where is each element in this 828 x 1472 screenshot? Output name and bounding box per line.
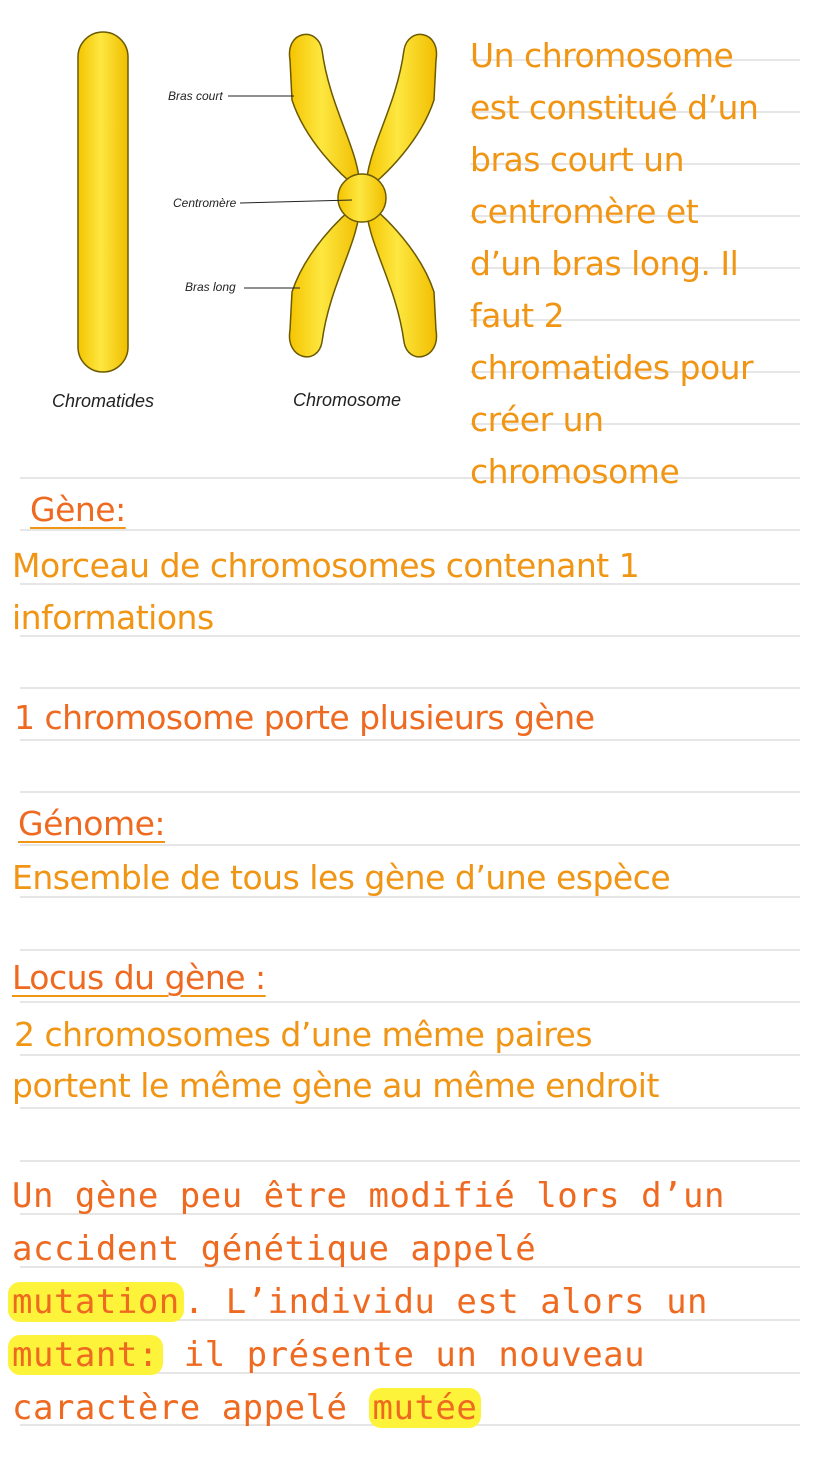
mutation-line5	[12, 1388, 481, 1428]
intro-line: créer un	[470, 400, 604, 439]
chromosome-x-shape	[289, 34, 436, 356]
mutation-line5-start: caractère appelé	[12, 1388, 369, 1428]
mutation-line3-rest: . L’individu est alors un	[183, 1282, 709, 1322]
intro-line: faut 2	[470, 296, 565, 335]
chromatide-shape	[78, 32, 128, 372]
chromosome-diagram	[0, 0, 460, 430]
gene-definition-line2: informations	[12, 598, 214, 637]
intro-line: Un chromosome	[470, 36, 734, 75]
highlight-mutant: mutant:	[8, 1335, 163, 1375]
locus-definition-line1: 2 chromosomes d’une même paires	[14, 1015, 593, 1054]
intro-line: bras court un	[470, 140, 684, 179]
highlight-mutation: mutation	[8, 1282, 184, 1322]
locus-title: Locus du gène :	[12, 958, 266, 997]
mutation-line4	[8, 1335, 645, 1375]
gene-title: Gène:	[30, 490, 126, 529]
label-bras-court: Bras court	[168, 89, 223, 103]
gene-note: 1 chromosome porte plusieurs gène	[14, 698, 595, 737]
highlight-mutee: mutée	[369, 1388, 482, 1428]
mutation-line2: accident génétique appelé	[12, 1229, 537, 1269]
genome-definition: Ensemble de tous les gène d’une espèce	[12, 858, 671, 897]
locus-definition-line2: portent le même gène au même endroit	[12, 1066, 659, 1105]
centromere-shape	[338, 174, 386, 222]
mutation-line1: Un gène peu être modifié lors d’un	[12, 1176, 725, 1216]
caption-chromatides: Chromatides	[52, 391, 155, 411]
mutation-line4-rest: il présente un nouveau	[162, 1335, 646, 1375]
caption-chromosome: Chromosome	[293, 390, 402, 410]
mutation-line3	[8, 1282, 708, 1322]
chromosome-illustration	[0, 0, 460, 430]
label-bras-long: Bras long	[185, 280, 236, 294]
intro-paragraph	[470, 30, 820, 498]
intro-line: est constitué d’un	[470, 88, 759, 127]
intro-line: chromatides pour	[470, 348, 754, 387]
intro-line: d’un bras long. Il	[470, 244, 739, 283]
gene-definition-line1: Morceau de chromosomes contenant 1	[12, 546, 640, 585]
intro-line: centromère et	[470, 192, 699, 231]
label-centromere: Centromère	[173, 196, 237, 210]
intro-line: chromosome	[470, 452, 680, 491]
genome-title: Génome:	[18, 804, 166, 843]
